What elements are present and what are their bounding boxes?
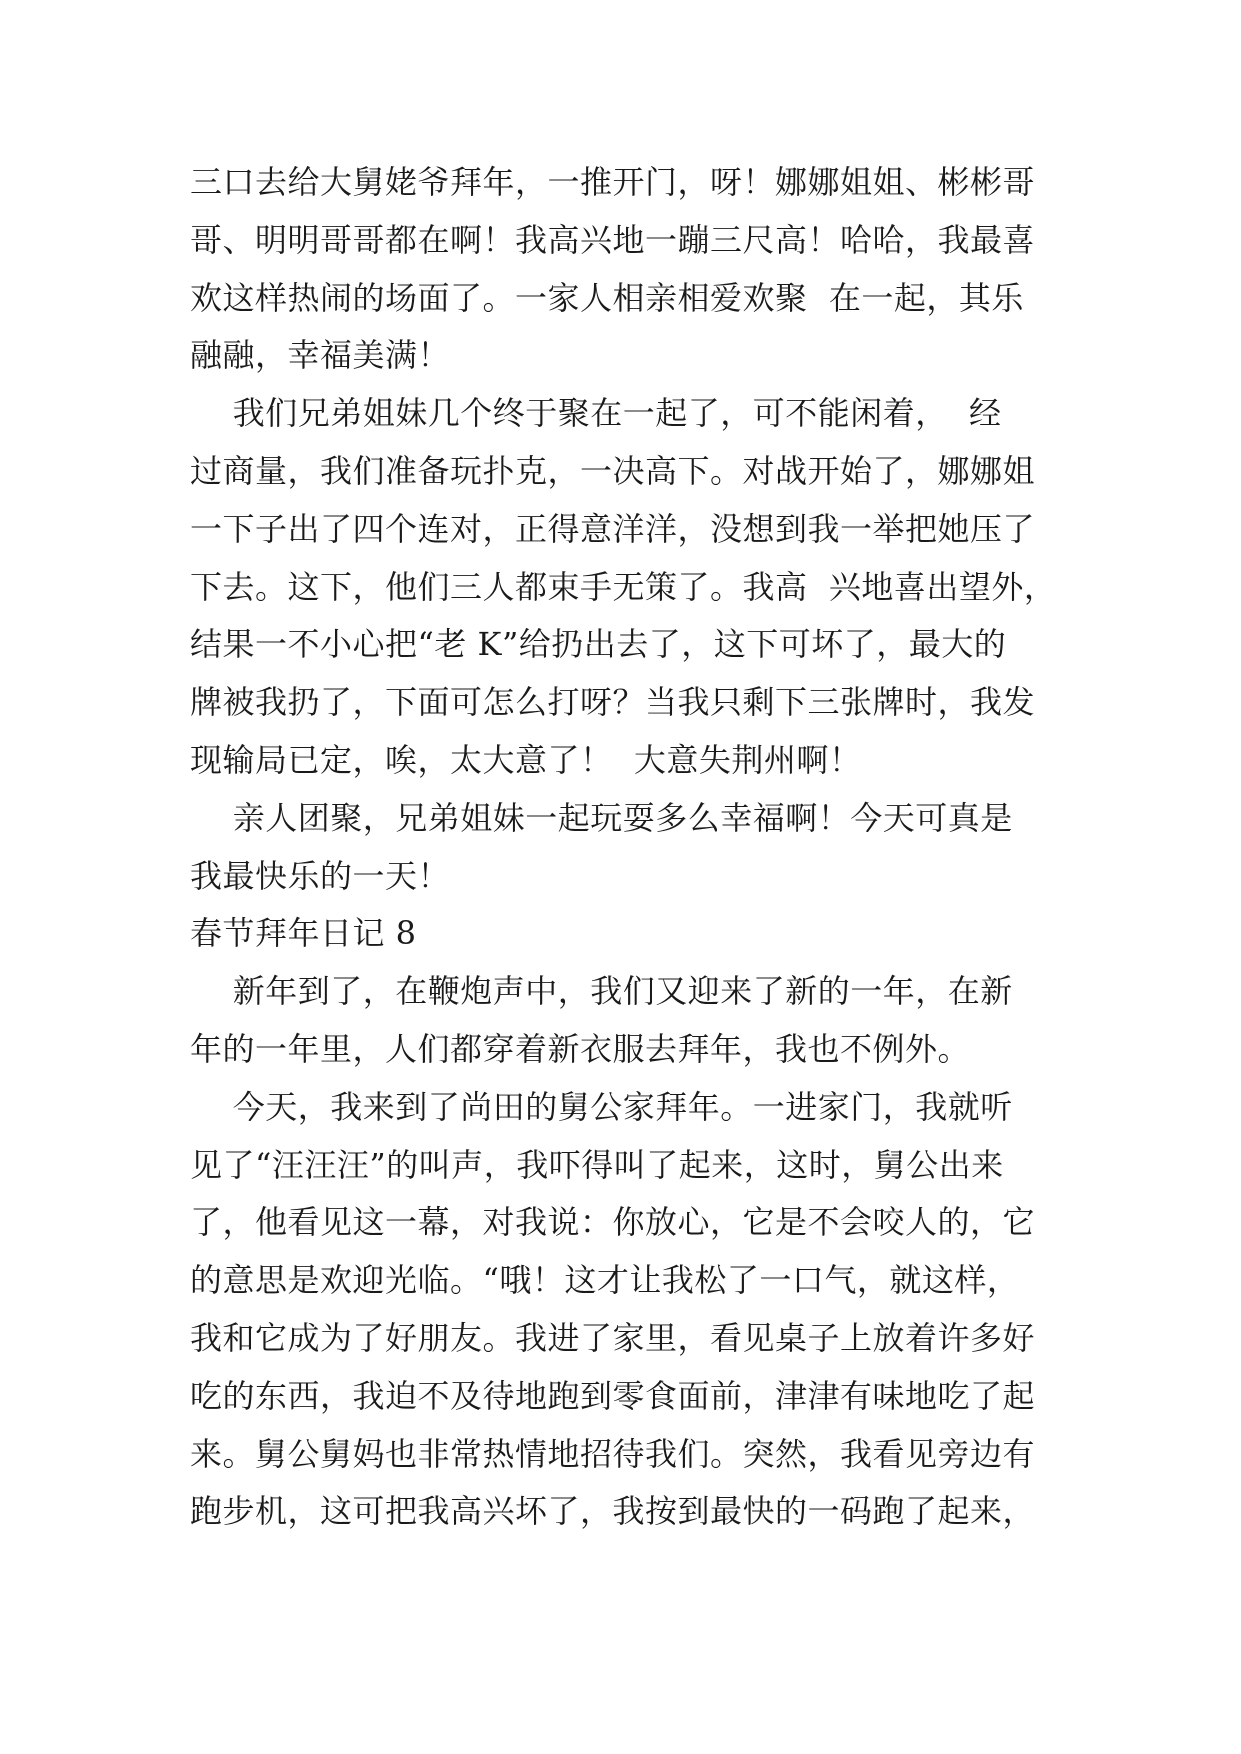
text-line: 跑步机，这可把我高兴坏了，我按到最快的一码跑了起来， xyxy=(190,1492,1036,1531)
text-line: 亲人团聚，兄弟姐妹一起玩耍多么幸福啊！今天可真是 xyxy=(190,798,1013,837)
text-line: 了，他看见这一幕，对我说：你放心，它是不会咬人的，它 xyxy=(190,1203,1036,1242)
text-line: 一下子出了四个连对，正得意洋洋，没想到我一举把她压了 xyxy=(190,509,1036,548)
text-line: 吃的东西，我迫不及待地跑到零食面前，津津有味地吃了起 xyxy=(190,1376,1036,1415)
text-line: 结果一不小心把“老 K”给扔出去了，这下可坏了，最大的 xyxy=(190,625,1007,664)
text-line: 我和它成为了好朋友。我进了家里，看见桌子上放着许多好 xyxy=(190,1318,1036,1357)
text-line: 我们兄弟姐妹几个终于聚在一起了，可不能闲着， 经 xyxy=(190,394,1002,433)
text-line: 新年到了，在鞭炮声中，我们又迎来了新的一年，在新 xyxy=(190,972,1013,1011)
text-line: 过商量，我们准备玩扑克，一决高下。对战开始了，娜娜姐 xyxy=(190,451,1036,490)
text-line: 见了“汪汪汪”的叫声，我吓得叫了起来，这时，舅公出来 xyxy=(190,1145,1004,1184)
text-line: 来。舅公舅妈也非常热情地招待我们。突然，我看见旁边有 xyxy=(190,1434,1036,1473)
text-line: 现输局已定，唉，太大意了！ 大意失荆州啊！ xyxy=(190,740,862,779)
text-line: 今天，我来到了尚田的舅公家拜年。一进家门，我就听 xyxy=(190,1087,1013,1126)
text-line: 融融，幸福美满！ xyxy=(190,336,451,375)
section-heading: 春节拜年日记 8 xyxy=(190,914,417,953)
text-line: 哥、明明哥哥都在啊！我高兴地一蹦三尺高！哈哈，我最喜 xyxy=(190,220,1036,259)
text-line: 我最快乐的一天！ xyxy=(190,856,451,895)
text-line: 牌被我扔了，下面可怎么打呀？当我只剩下三张牌时，我发 xyxy=(190,683,1036,722)
document-body xyxy=(190,154,1057,1541)
text-line: 下去。这下，他们三人都束手无策了。我高 兴地喜出望外， xyxy=(190,567,1057,606)
text-line: 年的一年里，人们都穿着新衣服去拜年，我也不例外。 xyxy=(190,1029,971,1068)
text-line: 欢这样热闹的场面了。一家人相亲相爱欢聚 在一起，其乐 xyxy=(190,278,1024,317)
text-line: 的意思是欢迎光临。“哦！这才让我松了一口气，就这样， xyxy=(190,1261,1020,1300)
text-line: 三口去给大舅姥爷拜年，一推开门，呀！娜娜姐姐、彬彬哥 xyxy=(190,163,1036,201)
